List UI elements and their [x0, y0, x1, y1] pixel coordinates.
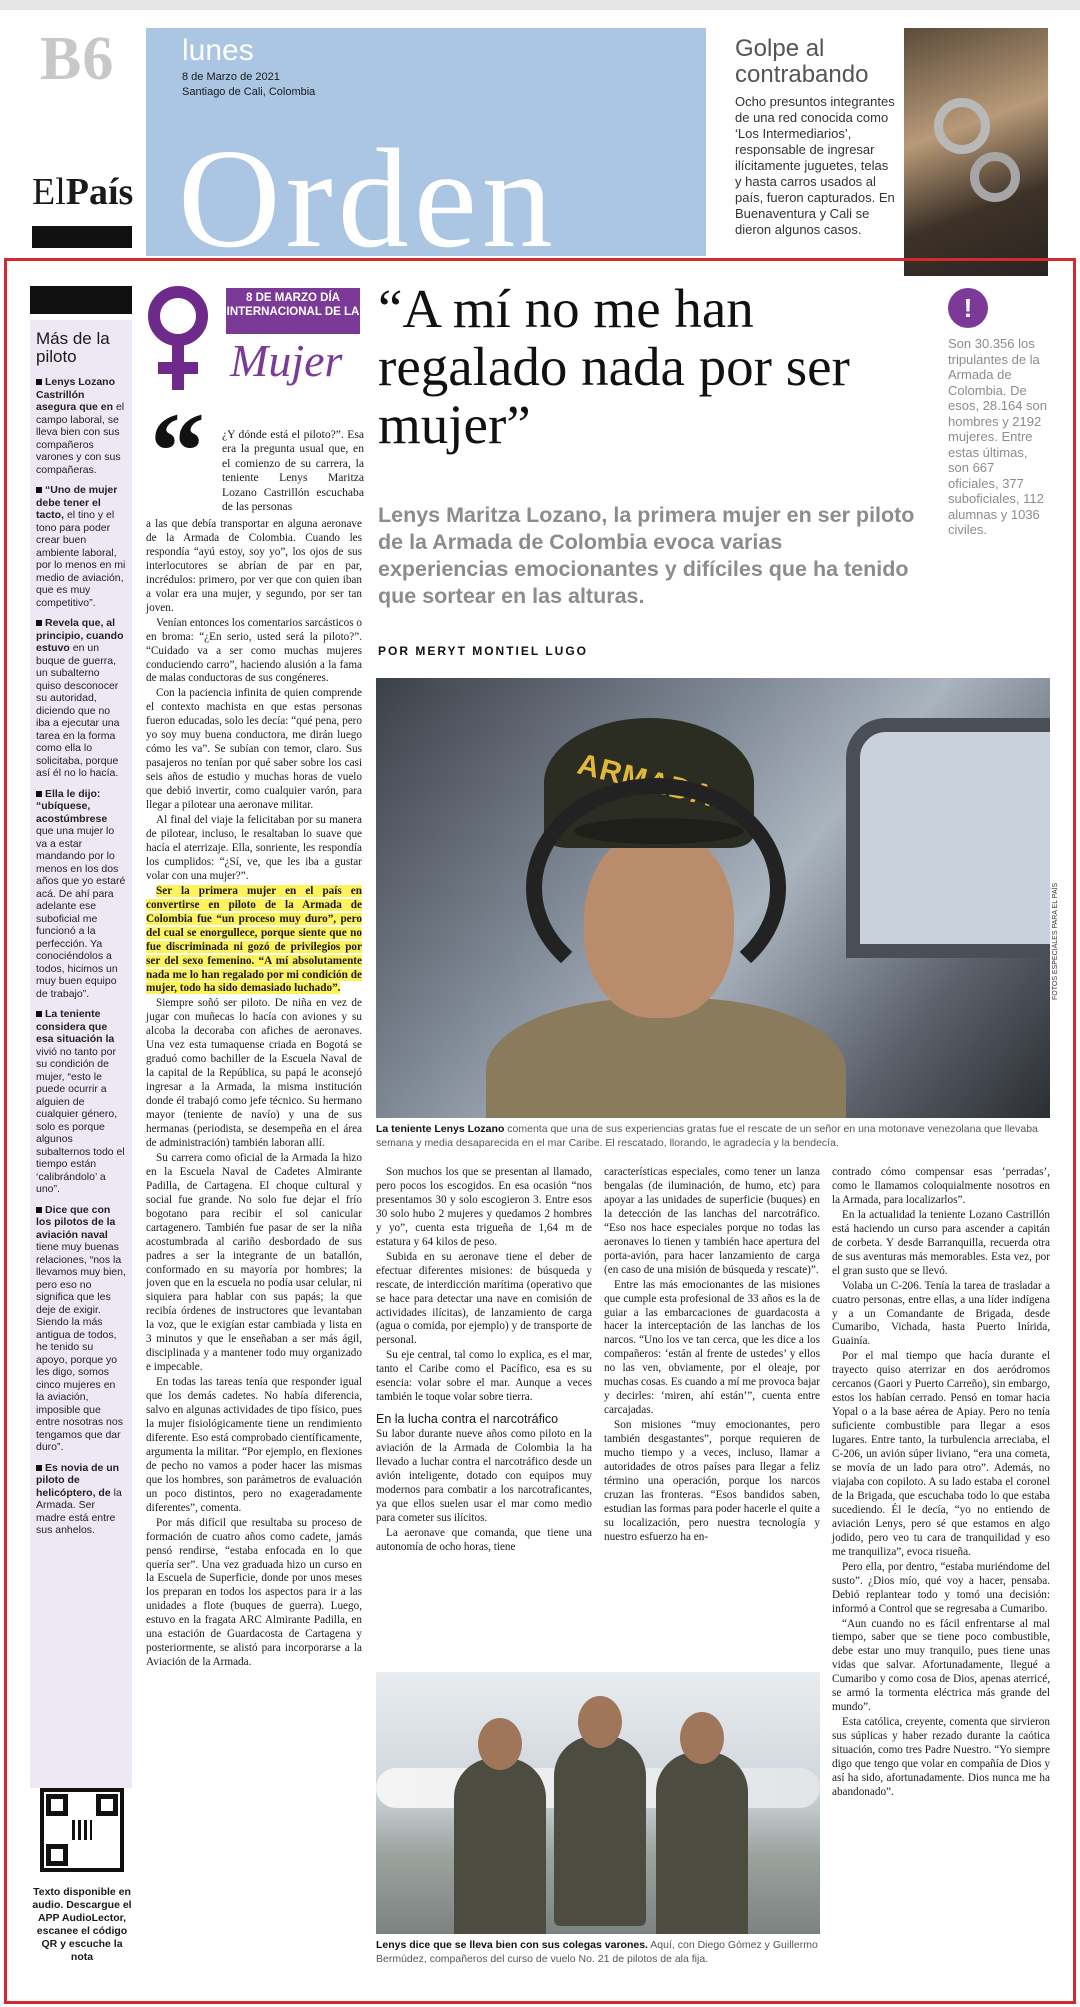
caption-text: Aquí, con Diego Gómez y Guillermo Bermúdez, compañeros del curso de vuelo No. 21 de pilotos de ala fija.	[376, 1939, 818, 1965]
exclamation-icon: !	[948, 288, 988, 328]
paragraph: Subida en su aeronave tiene el deber de efectuar diferentes misiones: de búsqueda y rescate, de interdicción marítima (operativo que se hace para detectar una nave en comisión de actividades ilícitas), de lanzamiento de carga (agua o comida, por ejemplo) y de transporte de personal.	[376, 1250, 592, 1347]
sidebar-item	[36, 788, 126, 1001]
page-number: B6	[40, 25, 115, 93]
brand-first: El	[32, 171, 66, 213]
bullet-icon	[36, 1011, 42, 1017]
paragraph: Su carrera como oficial de la Armada la hizo en la Escuela Naval de Cadetes Almirante Padilla, de Cartagena. El choque cultural y social fue grande. No solo fue dejar el frío bogotano para recibir el sol canicular cartagenero. También fue pasar de ser la niña acostumbrada al cariño desbordado de sus padres a ser la integrante de un batallón, conformado en su mayoría por hombres; la joven que en la escuela no podía usar celular, ni siquiera para hablar con sus papás; la que recibía órdenes de instructores que levantaban la voz, que le exigían estar cambiada y lista en 3 minutos y que le enseñaban a ser más ágil, disciplinada y a mantener todo muy organizado e impecable.	[146, 1151, 362, 1374]
paragraph: Pero ella, por dentro, “estaba muriéndome del susto”. ¿Dios mío, qué voy a hacer, pensaba. Debió replantear todo y tomó una decisión: informó a Control que se regresaba a Cumaribo.	[832, 1560, 1050, 1615]
fact-box	[948, 288, 1048, 538]
top-strip	[0, 0, 1080, 10]
cap-text: ARMADA	[574, 747, 718, 814]
paragraph: En la actualidad la teniente Lozano Castrillón está haciendo un curso para ascender a capitán de corbeta. Y desde Barranquilla, recuerda otra de sus aventuras más memorables. Esta vez, por el gran susto que se llevó.	[832, 1208, 1050, 1277]
sidebar-item	[36, 1204, 126, 1454]
photo-credit: FOTOS ESPECIALES PARA EL PAÍS	[1052, 882, 1059, 1000]
section-date	[182, 70, 315, 100]
sidebar-item	[36, 376, 126, 476]
paragraph: Son muchos los que se presentan al llamado, pero pocos los escogidos. En esa ocasión “nos presentamos 30 y solo escogieron 3. Entre esos 30 solo hubo 2 mujeres y quedamos 2 hombres y yo”, cuenta esta trigueña de 1,64 m de estatura y 64 kilos de peso.	[376, 1166, 592, 1248]
paragraph: En todas las tareas tenía que responder igual que los demás cadetes. No había diferencia, salvo en algunas actividades de tipo físico, pues la mujer fisiológicamente tiene un rendimiento diferente. Eso está comprobado científicamente, argumenta la militar. “Por ejemplo, en flexiones de pecho no vamos a poder hacer las mismas que los hombres, son parámetros de evaluación un poco distintos, pero no exageradamente diferentes”, comenta.	[146, 1376, 362, 1514]
sidebar-item-lead: Lenys Lozano Castrillón asegura que en	[36, 376, 116, 413]
sidebar-item	[36, 617, 126, 780]
article-subhead: En la lucha contra el narcotráfico	[376, 1412, 559, 1427]
paragraph: “Aun cuando no es fácil enfrentarse al mal tiempo, saber que se tiene poco combustible, debe estar uno muy tranquilo, pues tiene unas vidas que salvar. Afortunadamente, llegué a Cumaribo y como cosa de Dios, apenas aterricé, se armó la tormenta eléctrica más grande del mundo”.	[832, 1617, 1050, 1714]
paragraph: Esta católica, creyente, comenta que sirvieron sus súplicas y haber rezado durante la caótica situación, como tres Padre Nuestro. “Yo siempre digo que tengo que volar en compañía de Dios y así ha sido, afortunadamente. Dios nunca me ha abandonado”.	[832, 1716, 1050, 1798]
venus-symbol-icon	[148, 286, 208, 346]
sidebar-item-text: el tino y el tono para poder crear buen ambiente laboral, por lo menos en mi medio de aviación, que es muy competitivo”.	[36, 509, 126, 609]
date-line: 8 de Marzo de 2021	[182, 71, 280, 83]
paragraph: Por más difícil que resultaba su proceso de formación de cuatro años como cadete, jamás pensó rendirse, “estaba enfocada en lo que quería ser”. Una vez graduada hizo un curso en la Escuela de Superficie, donde por unos meses los preparan en todos los aspectos para ir a las unidades a flote (buques de guerra). Luego, estuvo en la fragata ARC Almirante Padilla, en una estación de Guardacosta de Cartagena y posteriormente, se alistó para incorporarse a la Aviación de la Armada.	[146, 1516, 362, 1669]
second-photo-pilots	[376, 1672, 820, 1934]
bullet-icon	[36, 1465, 42, 1471]
paragraph: Venían entonces los comentarios sarcásticos o en broma: “¿En serio, usted será la piloto?”. “Cuidado va a ser como muchas mujeres conduciendo carro”, haciendo alusión a la fama de malas conductoras de sus congéneres.	[146, 616, 362, 685]
bullet-icon	[36, 1207, 42, 1213]
section-name: Orden	[178, 119, 558, 256]
sidebar-item-text: el campo laboral, se lleva bien con sus compañeros varones y con sus compañeras.	[36, 401, 125, 476]
cockpit-window	[846, 718, 1050, 958]
article-column-2	[376, 1166, 592, 1556]
sidebar-item	[36, 1008, 126, 1196]
handcuff-icon	[934, 98, 990, 154]
article-column-1	[146, 518, 362, 1671]
paragraph: Su labor durante nueve años como piloto en la aviación de la Armada de Colombia la ha llevado a luchar contra el narcotráfico desde un avión inteligente, dotado con equipos muy modernos para combatir a los narcotraficantes, ya que ellos suelen usar el mar como medio para cometer sus ilícitos.	[376, 1428, 592, 1524]
qr-finder-icon	[46, 1844, 68, 1866]
qr-caption: Texto disponible en audio. Descargue el APP AudioLector, escanee el código QR y escuche la nota	[32, 1886, 132, 1963]
logo-word: Mujer	[230, 335, 343, 386]
paragraph: características especiales, como tener un lanza bengalas (de iluminación, de humo, etc) para apoyar a las unidades de superficie (buques) en la detección de las lanchas del narcotráfico. “Eso nos hace especiales porque no todas las aeronaves lo tienen y también hace apertura del porta-avión, para hacer lanzamiento de carga (en caso de una misión de búsqueda y rescate)”.	[604, 1166, 820, 1276]
article-column-3	[604, 1166, 820, 1546]
paragraph: Entre las más emocionantes de las misiones que cumple esta profesional de 33 años es la de guiar a las embarcaciones de guardacosta a hacer la interceptación de las lanchas de los narcos. “Uno los ve tan cerca, que les dice a los compañeros: ‘están al frente de ustedes’ y ellos no las ven, obviamente, por el oleaje, por muchas cosas. Es cuando a mí me provoca bajar y decirles: ‘miren, ahí están’”, cuenta entre carcajadas.	[604, 1278, 820, 1417]
sidebar	[30, 286, 132, 1788]
main-photo-caption	[376, 1122, 1050, 1150]
paragraph: contrado cómo compensar esas ‘perradas’, como le llamamos coloquialmente nosotros en la Armada, para localizarlos”.	[832, 1166, 1050, 1206]
paragraph: Su eje central, tal como lo explica, es el mar, tanto el Caribe como el Pacífico, esa es su esencia: volar sobre el mar. Aunque a veces también le toque volar sobre tierra.	[376, 1349, 592, 1404]
qr-code[interactable]	[40, 1788, 124, 1872]
paragraph: Por el mal tiempo que hacía durante el trayecto quiso aterrizar en dos aeródromos cercanos (Gaori y Puerto Carreño), sin embargo, estos los habían cerrado. Pensó en tomar hacia Yopal o a la base aérea de Apiay. Pero no tenía suficiente combustible para llegar a esos lugares. Entre tanto, la turbulencia arreciaba, el C-206, un avión súper liviano, “era una cometa, se movía de un lado para otro”. Además, no viajaba con copiloto. A su lado estaba el coronel de la Brigada, que escuchaba todo lo que estaba sucediendo. Él le decía, “yo no entiendo de aviación Lenys, pero sé que estamos en algo jodido, pero veo tu cara de tranquilidad y eso me tranquiliza”, evoca risueña.	[832, 1350, 1050, 1558]
sidebar-item-lead: Revela que, al principio, cuando estuvo	[36, 617, 124, 654]
sidebar-item-lead: Dice que con los pilotos de la aviación naval	[36, 1203, 116, 1241]
second-photo-caption	[376, 1938, 820, 1966]
newspaper-logo[interactable]	[32, 170, 133, 214]
caption-lead: Lenys dice que se lleva bien con sus colegas varones.	[376, 1939, 648, 1951]
sidebar-item	[36, 484, 126, 609]
pilot-head	[680, 1712, 724, 1764]
quote-mark-icon: “	[150, 390, 205, 512]
sidebar-item-text: vivió no tanto por su condición de mujer, “esto le puede ocurrir a alguien de cualquier género, solo es porque algunos subalternos todo el tiempo están ‘calibrándolo’ a uno”.	[36, 1045, 125, 1195]
venus-cross	[158, 362, 198, 374]
city-line: Santiago de Cali, Colombia	[182, 86, 316, 98]
sidebar-item-text: que una mujer lo va a estar mandando por lo menos en los dos años que yo estaré acá. De ahí para adelante ese suboficial me funcionó a la perfección. Ya conociéndolos a todos, hicimos un muy buen equipo de trabajo”.	[36, 825, 126, 1000]
caption-text: comenta que una de sus experiencias gratas fue el rescate de un señor en una motonave venezolana que llevaba semana y media desaparecida en el mar Caribe. El rescatado, llorando, le agradecía y la bendecía.	[376, 1123, 1038, 1149]
sidebar-title: Más de la piloto	[36, 329, 110, 366]
sidebar-item-text: tiene muy buenas relaciones, “nos la llevamos muy bien, pero eso no significa que les deje de exigir. Siendo la más antigua de todos, he tenido su apoyo, porque yo les digo, somos cinco mujeres en la aviación, imposible que entre nosotras nos tengamos que dar duro”.	[36, 1241, 126, 1453]
bullet-icon	[36, 379, 42, 385]
logo-banner: 8 DE MARZO DÍA INTERNACIONAL DE LA	[226, 288, 360, 334]
main-photo-pilot	[376, 678, 1050, 1118]
headset-icon	[526, 778, 786, 998]
bullet-icon	[36, 487, 42, 493]
sidebar-item	[36, 1462, 126, 1537]
sidebar-item-lead: La teniente considera que esa situación la	[36, 1008, 115, 1045]
article-byline: POR MERYT MONTIEL LUGO	[378, 644, 589, 658]
bullet-icon	[36, 791, 42, 797]
paragraph: La aeronave que comanda, que tiene una autonomía de ocho horas, tiene	[376, 1526, 592, 1553]
pilot-figure	[656, 1752, 748, 1934]
teaser-story[interactable]	[735, 36, 895, 238]
article-headline: “A mí no me han regalado nada por ser mujer”	[378, 278, 850, 455]
bullet-icon	[36, 620, 42, 626]
paragraph: ¿Y dónde está el piloto?”. Esa era la pregunta usual que, en el comienzo de su carrera, la teniente Lenys Maritza Lozano Castrillón escuchaba de las personas	[222, 428, 364, 514]
section-header	[146, 28, 706, 256]
qr-modules	[72, 1820, 92, 1840]
qr-finder-icon	[96, 1794, 118, 1816]
sidebar-bar	[30, 286, 132, 314]
sidebar-item-text: en un buque de guerra, un subalterno quiso desconocer su autoridad, diciendo que no iba a ejecutar una tarea en la forma como ella lo solicitaba, porque así él no lo hacía.	[36, 642, 120, 779]
paragraph: Con la paciencia infinita de quien comprende el contexto machista en que estas personas fueron educadas, solo les decía: “qué pena, pero yo soy muy buena conductora, me dirán luego cómo les va”. Se subían con temor, claro. Sus pasajeros no tenían por qué saber sobre los casi seis años de estudio y muchas horas de vuelo que debió invertir, como cualquier varón, para llegar a pilotear una aeronave militar.	[146, 687, 362, 812]
teaser-text: Ocho presuntos integrantes de una red conocida como ‘Los Intermediarios’, responsable de ingresar ilícitamente juguetes, telas y hasta carros usados al país, fueron capturados. En Buenaventura y Cali se dieron algunos casos.	[735, 94, 895, 237]
brand-bar	[32, 226, 132, 248]
qr-finder-icon	[46, 1794, 68, 1816]
pilot-head	[478, 1718, 522, 1770]
sidebar-item-lead: Es novia de un piloto de helicóptero, de	[36, 1461, 120, 1499]
paragraph: Al final del viaje la felicitaban por su manera de pilotear, incluso, le resaltaban lo suave que hacía el aterrizaje. Ella, sonriente, les respondía los cumplidos: “¿Sí, ve, que les iba a gustar volar con una mujer?”.	[146, 814, 362, 882]
article-column-4	[832, 1166, 1050, 1801]
paragraph: a las que debía transportar en alguna aeronave de la Armada de Colombia. Cuando les respondía “ayú estoy, soy yo”, los ojos de sus interlocutores se abrían de par en par, incrédulos: primero, por ver que con quien iban a volar era una mujer, y segundo, por ser tan joven.	[146, 518, 362, 614]
highlighted-paragraph: Ser la primera mujer en el país en convertirse en piloto de la Armada de Colombia fue “un proceso muy duro”, pero del cual se enorgullece, porque siente que no fue discriminada ni gozó de privilegios por ser del sexo femenino. “A mí absolutamente nada me lo han regalado por mi condición de mujer, todo ha sido demasiado luchado”.	[146, 884, 362, 995]
section-day: lunes	[182, 34, 254, 67]
paragraph: Volaba un C-206. Tenía la tarea de trasladar a cuatro personas, entre ellas, a una líder indígena y a un Comandante de Brigada, desde Cumaribo, Vichada, hasta Puerto Inírida, Guainía.	[832, 1279, 1050, 1348]
sidebar-box	[30, 320, 132, 1788]
caption-lead: La teniente Lenys Lozano	[376, 1123, 505, 1135]
sidebar-item-lead: “Uno de mujer debe tener el tacto,	[36, 484, 118, 521]
fact-text: Son 30.356 los tripulantes de la Armada de Colombia. De esos, 28.164 son hombres y 2192 mujeres. Entre estas últimas, son 667 oficiales, 377 suboficiales, 112 alumnas y 1036 civiles.	[948, 336, 1048, 537]
sidebar-item-lead: Ella le dijo: “ubíquese, acostúmbrese	[36, 787, 108, 825]
teaser-title[interactable]: Golpe al contrabando	[735, 35, 869, 88]
paragraph: Siempre soñó ser piloto. De niña en vez de jugar con muñecas lo hacía con aviones y su alcoba la decoraba con afiches de aeronaves. Una vez esta tumaquense criada en Bogotá se graduó como bachiller de la Escuela Naval de la capital de la República, su papá le aconsejó ingresar a la Armada, la misma institución donde él trabajó como jefe técnico. Su hermano mayor (teniente de navío) y una de sus hermanas (periodista, se desempeña en el área de administración) también laboran allí.	[146, 997, 362, 1149]
sidebar-item-text: la Armada. Ser madre está entre sus anhelos.	[36, 1486, 122, 1536]
article-column-1-top	[222, 428, 364, 515]
pilot-figure	[454, 1758, 546, 1934]
brand-second: País	[65, 171, 134, 213]
article-deck: Lenys Maritza Lozano, la primera mujer en ser piloto de la Armada de Colombia evoca varias experiencias emocionantes y difíciles que ha tenido que sortear en las alturas.	[378, 503, 915, 608]
pilot-figure	[554, 1736, 646, 1926]
teaser-photo-handcuffs	[904, 28, 1048, 276]
handcuff-icon	[970, 152, 1020, 202]
pilot-head	[578, 1696, 622, 1748]
paragraph: Son misiones “muy emocionantes, pero también desgastantes”, porque requieren de mucho tiempo y a veces, incluso, llamar a autoridades de otros países para llegar a feliz término una operación, porque los narcos cruzan las fronteras. “Esos bandidos saben, estudian las formas para poder hacerle el quite a su localización, pero nuestra tecnología y nuestro esfuerzo ha en-	[604, 1419, 820, 1543]
